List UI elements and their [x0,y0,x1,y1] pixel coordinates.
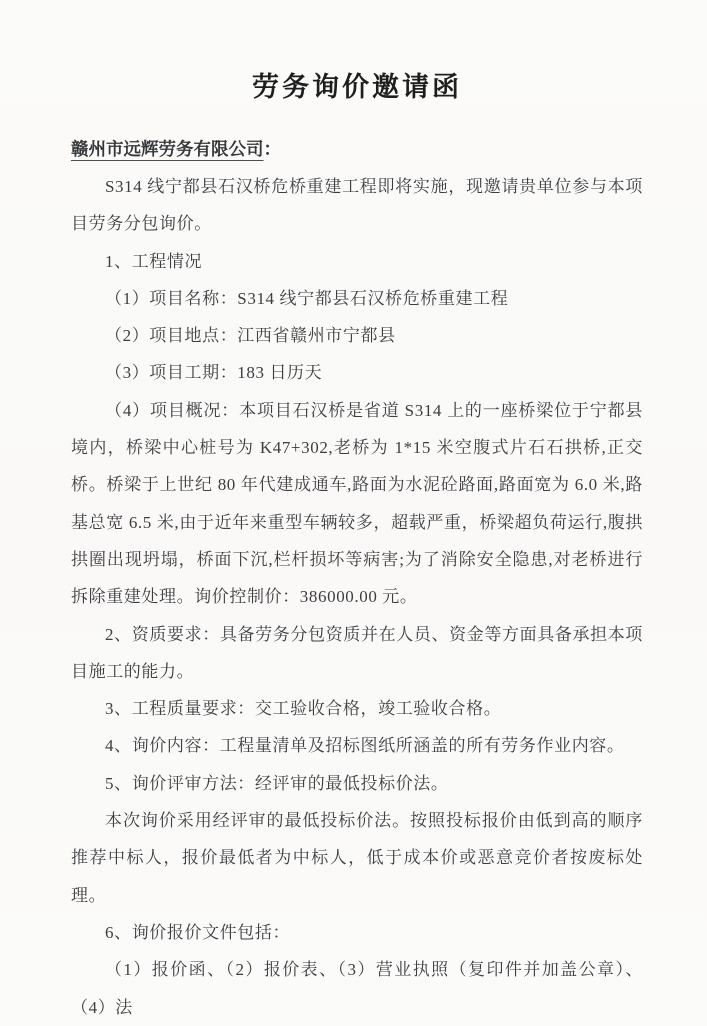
paragraph-qualification-requirement: 2、资质要求：具备劳务分包资质并在人员、资金等方面具备承担本项目施工的能力。 [71,624,643,681]
item-inquiry-content: 4、询价内容：工程量清单及招标图纸所涵盖的所有劳务作业内容。 [105,736,625,756]
recipient-company-name: 赣州市远辉劳务有限公司 [71,139,264,159]
paragraph-evaluation-detail: 本次询价采用经评审的最低投标价法。按照投标报价由低到高的顺序推荐中标人，报价最低者为中标人，低于成本价或恶意竞价者按废标处理。 [71,811,643,905]
section-1-heading: 1、工程情况 [105,251,203,271]
item-project-name: （1）项目名称：S314 线宁都县石汉桥危桥重建工程 [105,288,509,308]
item-project-location: （2）项目地点：江西省赣州市宁都县 [105,326,396,346]
paragraph-intro: S314 线宁都县石汉桥危桥重建工程即将实施，现邀请贵单位参与本项目劳务分包询价。 [71,177,643,234]
document-body [71,168,643,1026]
item-project-duration: （3）项目工期：183 日历天 [105,363,323,383]
item-quotation-documents-heading: 6、询价报价文件包括： [105,922,291,942]
salutation-colon: ： [263,139,281,159]
document-title: 劳务询价邀请函 [252,72,462,102]
salutation-line [71,136,643,162]
item-evaluation-method: 5、询价评审方法：经评审的最低投标价法。 [105,773,449,793]
item-quality-requirement: 3、工程质量要求：交工验收合格，竣工验收合格。 [105,699,502,719]
paragraph-project-overview: （4）项目概况：本项目石汉桥是省道 S314 上的一座桥梁位于宁都县境内，桥梁中心桩号为 K47+302,老桥为 1*15 米空腹式片石石拱桥,正交桥。桥梁于上世纪 80 年代建成通车,路面为水泥砼路面,路面宽为 6.0 米,路基总宽 6.5 米,由于近年来重型车辆较多，超载严重，桥梁超负荷运行,腹拱拱圈出现坍塌，桥面下沉,栏杆损坏等病害;为了消除安全隐患,对老桥进行拆除重建处理。询价控制价：386000.00 元。 [71,400,643,607]
item-quotation-documents-list: （1）报价函、（2）报价表、（3）营业执照（复印件并加盖公章）、（4）法 [71,960,643,1017]
